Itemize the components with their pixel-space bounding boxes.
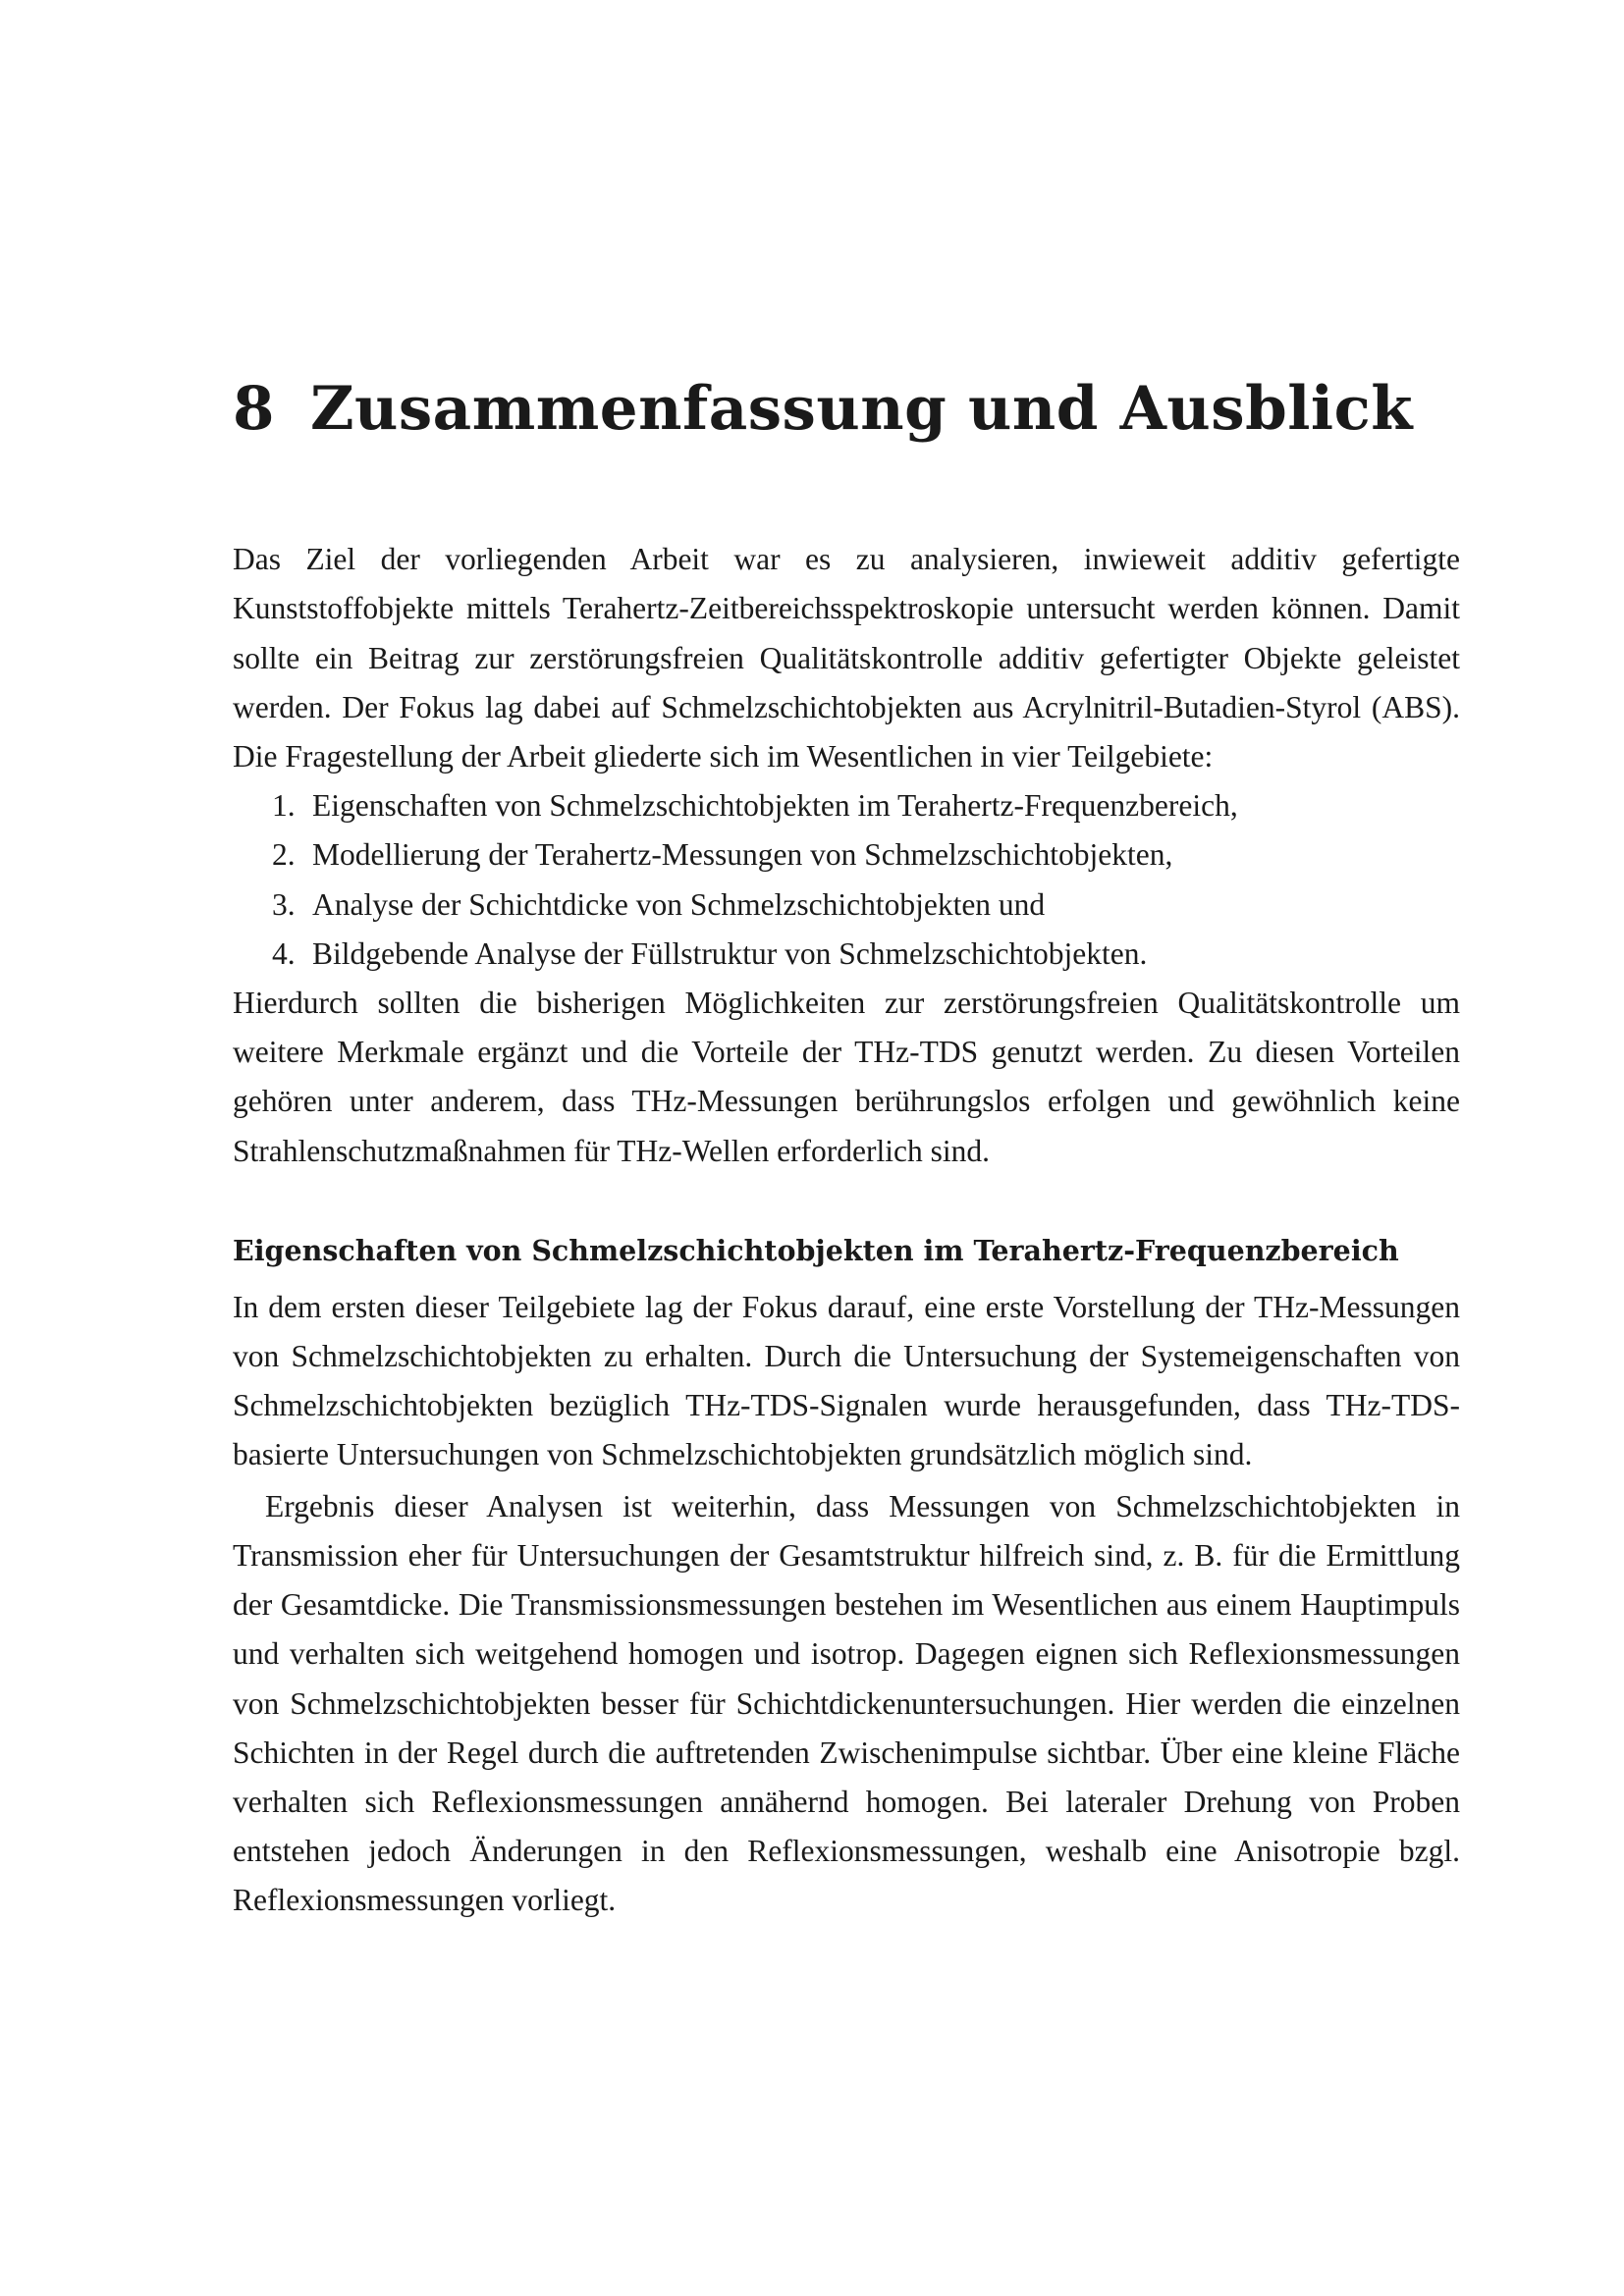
section-heading: Eigenschaften von Schmelzschichtobjekten im Terahertz-Frequenzbereich bbox=[233, 1233, 1399, 1267]
list-item-number: 1. bbox=[272, 788, 296, 824]
list-item bbox=[233, 781, 1460, 830]
list-item-text: Bildgebende Analyse der Füllstruktur von Schmelzschichtobjekten. bbox=[312, 935, 1148, 971]
intro-paragraph: Das Ziel der vorliegenden Arbeit war es zu analysieren, inwieweit additiv gefertigte Kunststoffobjekte mittels Terahertz-Zeitbereichsspektroskopie untersucht werden können. Damit sollte ein Beitrag zur zerstörungsfreien Qualitätskontrolle additiv gefertigter Objekte geleistet werden. Der Fokus lag dabei auf Schmelzschichtobjekten aus Acrylnitril-Butadien-Styrol (ABS). Die Fragestellung der Arbeit gliederte sich im Wesentlichen in vier Teilgebiete: bbox=[233, 542, 1460, 774]
intro-closing-paragraph: Hierdurch sollten die bisherigen Möglichkeiten zur zerstörungsfreien Qualitätskontrolle um weitere Merkmale ergänzt und die Vorteile der THz-TDS genutzt werden. Zu diesen Vorteilen gehören unter anderem, dass THz-Messungen berührungslos erfolgen und gewöhnlich keine Strahlenschutzmaßnahmen für THz-Wellen erforderlich sind. bbox=[233, 986, 1460, 1168]
list-item bbox=[233, 830, 1460, 880]
chapter-title bbox=[233, 373, 1460, 445]
section-paragraph-1: In dem ersten dieser Teilgebiete lag der Fokus darauf, eine erste Vorstellung der THz-Messungen von Schmelzschichtobjekten zu erhalten. Durch die Untersuchung der Systemeigenschaften von Schmelzschichtobjekten bezüglich THz-TDS-Signalen wurde herausgefunden, dass THz-TDS-basierte Untersuchungen von Schmelzschichtobjekten grundsätzlich möglich sind. bbox=[233, 1289, 1460, 1472]
chapter-number: 8 bbox=[233, 374, 275, 444]
list-item-number: 4. bbox=[272, 935, 296, 971]
list-item-text: Modellierung der Terahertz-Messungen von Schmelzschichtobjekten, bbox=[312, 837, 1173, 873]
list-item-number: 3. bbox=[272, 886, 296, 922]
list-item-text: Analyse der Schichtdicke von Schmelzschichtobjekten und bbox=[312, 886, 1046, 922]
list-item bbox=[233, 881, 1460, 930]
chapter-title-text: Zusammenfassung und Ausblick bbox=[309, 374, 1414, 444]
list-item-number: 2. bbox=[272, 837, 296, 873]
list-item-text: Eigenschaften von Schmelzschichtobjekten im Terahertz-Frequenzbereich, bbox=[312, 788, 1238, 824]
page-content bbox=[233, 373, 1460, 1926]
task-list bbox=[233, 781, 1460, 979]
section-paragraph-2: Ergebnis dieser Analysen ist weiterhin, dass Messungen von Schmelzschichtobjekten in Transmission eher für Untersuchungen der Gesamtstruktur hilfreich sind, z. B. für die Ermittlung der Gesamtdicke. Die Transmissionsmessungen bestehen im Wesentlichen aus einem Hauptimpuls und verhalten sich weitgehend homogen und isotrop. Dagegen eignen sich Reflexionsmessungen von Schmelzschichtobjekten besser für Schichtdickenuntersuchungen. Hier werden die einzelnen Schichten in der Regel durch die auftretenden Zwischenimpulse sichtbar. Über eine kleine Fläche verhalten sich Reflexionsmessungen annähernd homogen. Bei lateraler Drehung von Proben entstehen jedoch Änderungen in den Reflexionsmessungen, weshalb eine Anisotropie bzgl. Reflexionsmessungen vorliegt. bbox=[233, 1488, 1460, 1918]
list-item bbox=[233, 930, 1460, 979]
